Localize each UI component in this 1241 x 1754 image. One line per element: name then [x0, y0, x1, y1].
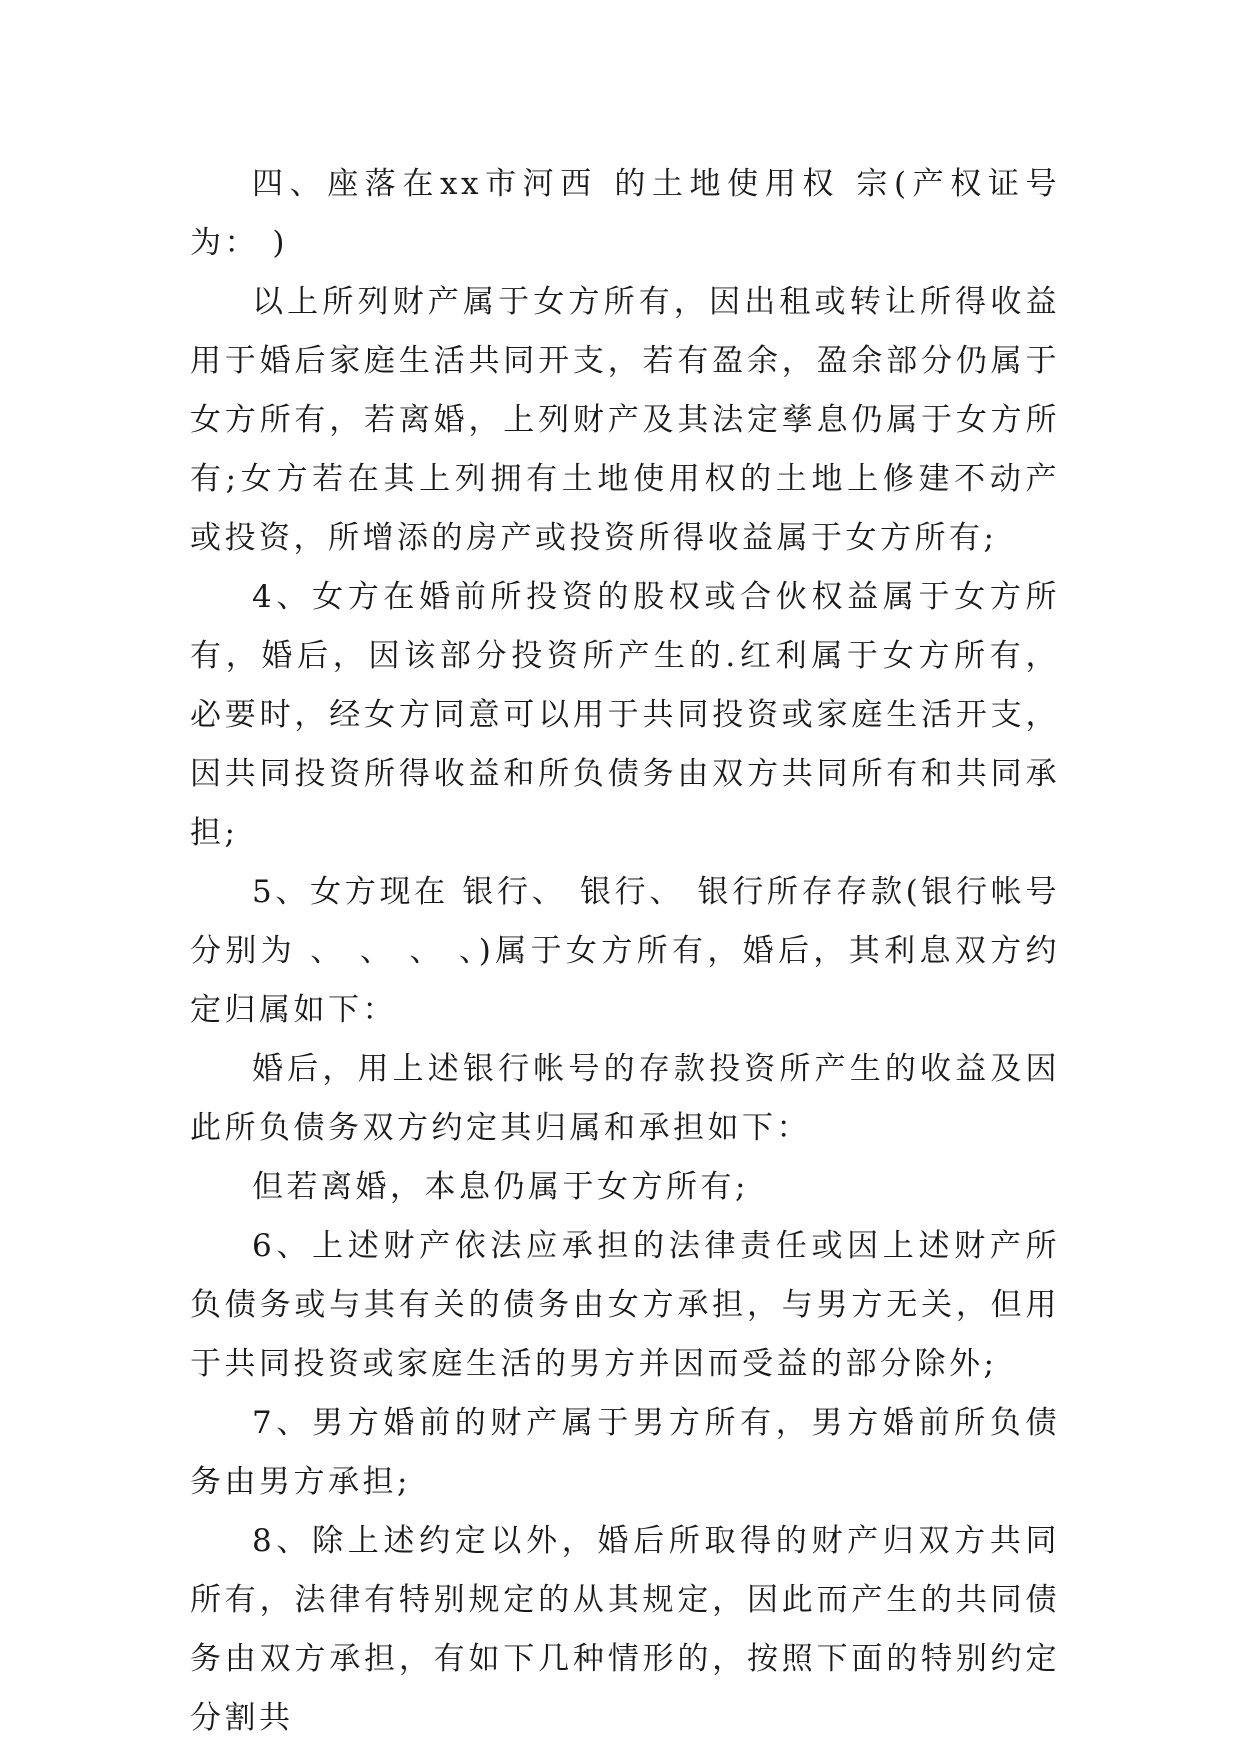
- paragraph-clause-4: 4、女方在婚前所投资的股权或合伙权益属于女方所有，婚后，因该部分投资所产生的.红利属于女方所有，必要时，经女方同意可以用于共同投资或家庭生活开支，因共同投资所得收益和所负债务由双方共同所有和共同承担;: [190, 579, 1060, 851]
- paragraph-divorce-principal: 但若离婚，本息仍属于女方所有;: [252, 1169, 749, 1205]
- paragraph-clause-5: 5、女方现在 银行、 银行、 银行所存存款(银行帐号分别为 、 、 、 、)属于女方所有，婚后，其利息双方约定归属如下：: [190, 874, 1060, 1028]
- paragraph-clause-8: 8、除上述约定以外，婚后所取得的财产归双方共同所有，法律有特别规定的从其规定，因此而产生的共同债务由双方承担，有如下几种情形的，按照下面的特别约定分割共: [190, 1523, 1060, 1736]
- paragraph-clause-7: 7、男方婚前的财产属于男方所有，男方婚前所负债务由男方承担;: [190, 1405, 1060, 1500]
- document-page: [190, 155, 1060, 1748]
- paragraph-property-ownership: 以上所列财产属于女方所有，因出租或转让所得收益用于婚后家庭生活共同开支，若有盈余，盈余部分仍属于女方所有，若离婚，上列财产及其法定孳息仍属于女方所有;女方若在其上列拥有土地使用权的土地上修建不动产或投资，所增添的房产或投资所得收益属于女方所有;: [190, 284, 1060, 556]
- paragraph-bank-income: 婚后，用上述银行帐号的存款投资所产生的收益及因此所负债务双方约定其归属和承担如下：: [190, 1051, 1060, 1146]
- paragraph-land-use-right: 四、座落在xx市河西 的土地使用权 宗(产权证号为： ): [190, 166, 1060, 261]
- paragraph-clause-6: 6、上述财产依法应承担的法律责任或因上述财产所负债务或与其有关的债务由女方承担，与男方无关，但用于共同投资或家庭生活的男方并因而受益的部分除外;: [190, 1228, 1060, 1382]
